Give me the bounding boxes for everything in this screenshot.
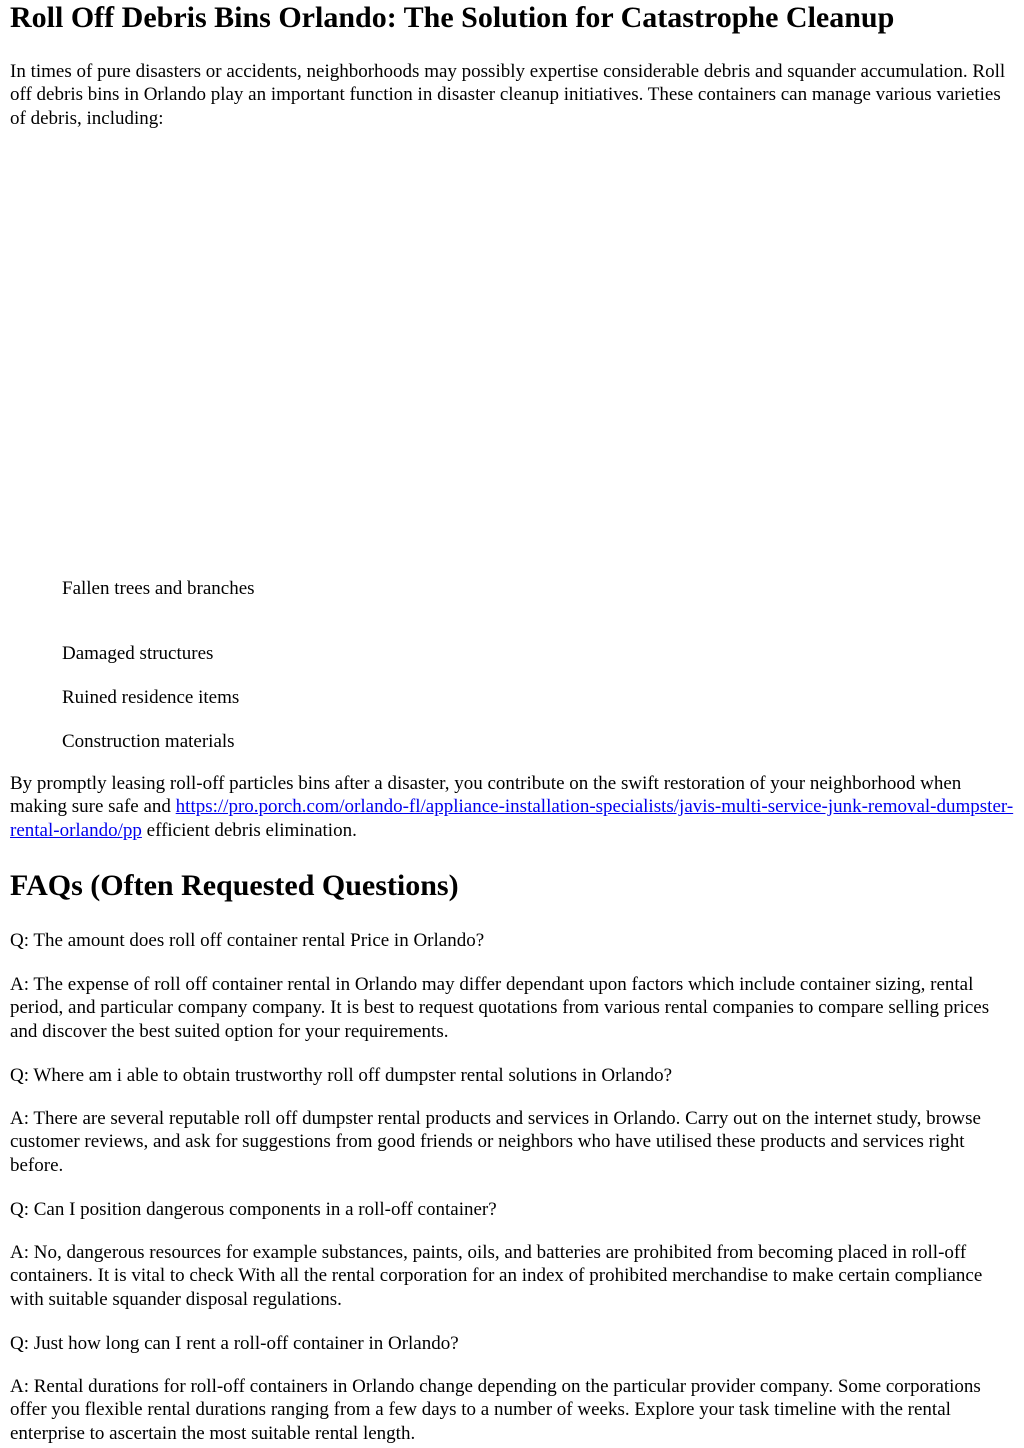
faq-heading: FAQs (Often Requested Questions) <box>10 869 459 902</box>
faq-question: Q: Can I position dangerous components in a roll-off container? <box>10 1199 497 1220</box>
restoration-text-after: efficient debris elimination. <box>141 819 357 841</box>
list-item: Damaged structures <box>62 643 214 664</box>
page-title: Roll Off Debris Bins Orlando: The Solution for Catastrophe Cleanup <box>10 1 895 34</box>
restoration-paragraph <box>10 772 1014 842</box>
faq-question: Q: Just how long can I rent a roll-off container in Orlando? <box>10 1333 459 1354</box>
restoration-text-before: By promptly leasing roll-off particles bins after a disaster, you contribute on the swift restoration of your neighborhood when making sure safe and <box>10 773 962 818</box>
list-item: Construction materials <box>62 731 235 752</box>
faq-answer: A: The expense of roll off container rental in Orlando may differ dependant upon factors which include container sizing, rental period, and particular company company. It is best to request quotations from various rental companies to compare selling prices and discover the best suited option for your requirements. <box>10 974 990 1042</box>
list-item: Fallen trees and branches <box>62 578 255 599</box>
faq-answer: A: There are several reputable roll off dumpster rental products and services in Orlando. Carry out on the internet study, browse customer reviews, and ask for suggestions from good friends or neighbors who have utilised these products and services right before. <box>10 1108 981 1176</box>
faq-question: Q: The amount does roll off container rental Price in Orlando? <box>10 930 485 951</box>
porch-link[interactable]: https://pro.porch.com/orlando-fl/appliance-installation-specialists/javis-multi-service-junk-removal-dumpster-rental-orlando/pp <box>10 796 1014 841</box>
faq-answer: A: No, dangerous resources for example substances, paints, oils, and batteries are prohibited from becoming placed in roll-off containers. It is vital to check With all the rental corporation for an index of prohibited merchandise to make certain compliance with suitable squander disposal regulations. <box>10 1242 983 1310</box>
list-item: Ruined residence items <box>62 687 240 708</box>
faq-question: Q: Where am i able to obtain trustworthy roll off dumpster rental solutions in Orlando? <box>10 1065 673 1086</box>
intro-paragraph: In times of pure disasters or accidents, neighborhoods may possibly expertise considerable debris and squander accumulation. Roll off debris bins in Orlando play an important function in disaster cleanup initiatives. These containers can manage various varieties of debris, including: <box>10 61 1006 129</box>
faq-answer: A: Rental durations for roll-off containers in Orlando change depending on the particular provider company. Some corporations offer you flexible rental durations ranging from a few days to a number of weeks. Explore your task timeline with the rental enterprise to ascertain the most suitable rental length. <box>10 1376 981 1444</box>
